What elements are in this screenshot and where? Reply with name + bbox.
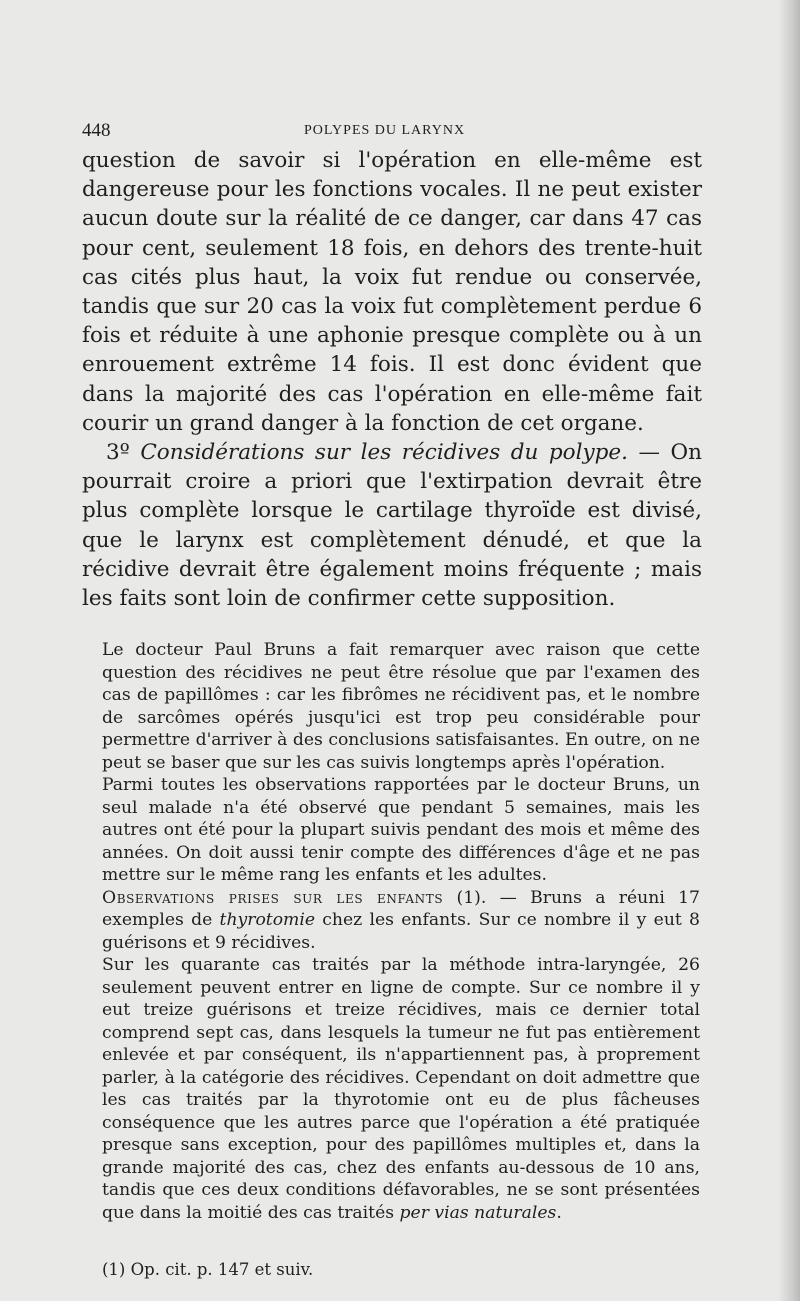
paragraph-text: (1). — Bruns a réuni 17 exemples de	[102, 887, 700, 931]
scan-edge	[778, 0, 800, 1301]
page-header	[82, 118, 702, 146]
subsection-heading: Observations prises sur les enfants	[102, 887, 444, 908]
paragraph-text: chez les enfants. Sur ce nombre il y eut 8 guérisons et 9 récidives.	[102, 910, 700, 953]
section-title: Considérations sur les récidives du polype.	[140, 440, 628, 466]
paragraph-bruns: Le docteur Paul Bruns a fait remarquer avec raison que cette question des récidives ne peut être résolue que par l'examen des cas de papillômes : car les fibrômes ne récidivent pas, et le nombre de sarcômes opérés jusqu'ici est trop peu considérable pour permettre d'arriver à des conclusions satisfaisantes. En outre, on ne peut se baser que sur les cas suivis longtemps après l'opération.	[102, 640, 700, 773]
paragraph-text: Sur les quarante cas traités par la méthode intra-laryngée, 26 seulement peuvent entrer en ligne de compte. Sur ce nombre il y eut treize guérisons et treize récidives, mais ce dernier total comprend sept cas, dans lesquels la tumeur ne fut pas entièrement enlevée et par conséquent, ils n'appartiennent pas, à proprement parler, à la catégorie des récidives. Cependant on doit admettre que les cas traités par la thyrotomie ont eu de plus fâcheuses conséquence que les autres parce que l'opération a été pratiquée presque sans exception, pour des papillômes multiples et, dans la grande majorité des cas, chez des enfants au-dessous de 10 ans, tandis que ces deux conditions défavorables, ne se sont présentées que dans la moitié des cas traités	[102, 955, 700, 1223]
paragraph-text: — On pourrait croire a priori que l'extirpation devrait être plus complète lorsque le cartilage thyroïde est divisé, que le larynx est complètement dénudé, et que la récidive devrait être également moins fréquente ; mais les faits sont loin de confirmer cette supposition.	[82, 440, 702, 612]
section-number: 3º	[106, 440, 141, 466]
paragraph-text: .	[556, 1202, 562, 1223]
book-page	[82, 118, 702, 1281]
italic-term: per vias naturales	[399, 1202, 557, 1223]
footnote: (1) Op. cit. p. 147 et suiv.	[102, 1260, 314, 1280]
main-text	[82, 146, 702, 613]
small-print-text	[102, 639, 700, 1224]
paragraph-recidives	[82, 438, 702, 613]
paragraph-enfants	[102, 887, 700, 955]
paragraph-intra-laryngee	[102, 954, 700, 1224]
italic-term: thyrotomie	[219, 910, 316, 931]
paragraph-continuation: question de savoir si l'opération en elle-même est dangereuse pour les fonctions vocales. Il ne peut exister aucun doute sur la réalité de ce danger, car dans 47 cas pour cent, seulement 18 fois, en dehors des trente-huit cas cités plus haut, la voix fut rendue ou conservée, tandis que sur 20 cas la voix fut complètement perdue 6 fois et réduite à une aphonie presque complète ou à un enrouement extrême 14 fois. Il est donc évident que dans la majorité des cas l'opération en elle-même fait courir un grand danger à la fonction de cet organe.	[82, 148, 702, 436]
paragraph-observations: Parmi toutes les observations rapportées par le docteur Bruns, un seul malade n'a été observé que pendant 5 semaines, mais les autres ont été pour la plupart suivis pendant des mois et même des années. On doit aussi tenir compte des différences d'âge et ne pas mettre sur le même rang les enfants et les adultes.	[102, 775, 700, 886]
running-head: POLYPES DU LARYNX	[304, 123, 466, 138]
page-number: 448	[82, 120, 111, 141]
